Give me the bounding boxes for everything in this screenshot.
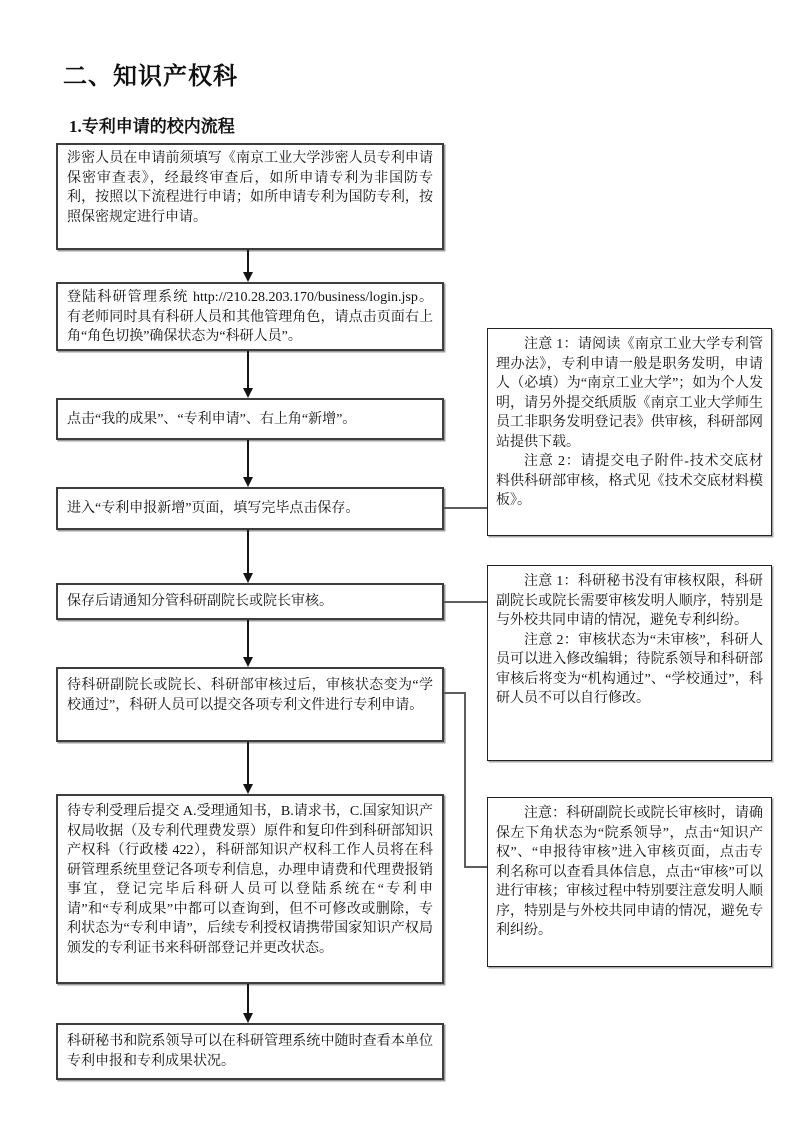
connector-step6-note3-seg2 bbox=[464, 692, 466, 868]
connector-step6-note3-seg1 bbox=[444, 692, 466, 694]
flow-step-notify-dean: 保存后请通知分管科研副院长或院长审核。 bbox=[56, 583, 444, 620]
connector-step5-note2 bbox=[444, 601, 487, 603]
note-paragraph: 注意 1：科研秘书没有审核权限，科研副院长或院长需要审核发明人顺序，特别是与外校共同申请的情况，避免专利纠纷。 bbox=[496, 574, 763, 628]
note-paragraph: 注意：科研副院长或院长审核时，请确保左下角状态为“院系领导”，点击“知识产权”、“申报待审核”进入审核页面，点击专利名称可以查看具体信息，点击“审核”可以进行审核；审核过程中特别要注意发明人顺序，特别是与外校共同申请的情况，避免专利纠纷。 bbox=[496, 806, 763, 938]
flow-arrow-7 bbox=[242, 984, 254, 1023]
flow-step-confidential-review: 涉密人员在申请前须填写《南京工业大学涉密人员专利申请保密审查表》，经最终审查后，如所申请专利为非国防专利，按照以下流程进行申请；如所申请专利为国防专利，按照保密规定进行申请。 bbox=[56, 143, 444, 250]
flow-arrow-5 bbox=[242, 620, 254, 667]
flow-step-submit-documents: 待专利受理后提交 A.受理通知书，B.请求书，C.国家知识产权局收据（及专利代理费发票）原件和复印件到科研部知识产权科（行政楼 422），科研部知识产权科工作人员将在科研管理系统里登记各项专利信息，办理申请费和代理费报销事宜，登记完毕后科研人员可以登陆系统在“专利申请”和“专利成果”中都可以查询到，但不可修改或删除，专利状态为“专利申请”，后续专利授权请携带国家知识产权局颁发的专利证书来科研部登记并更改状态。 bbox=[56, 794, 444, 984]
flow-arrow-4 bbox=[242, 530, 254, 583]
subsection-title: 1.专利申请的校内流程 bbox=[69, 117, 235, 136]
flow-step-fill-save: 进入“专利申报新增”页面，填写完毕点击保存。 bbox=[56, 487, 444, 530]
note-box-review-rights bbox=[487, 565, 772, 761]
flow-step-login-system: 登陆科研管理系统 http://210.28.203.170/business/login.jsp。有老师同时具有科研人员和其他管理角色，请点击页面右上角“角色切换”确保状态为“科研人员”。 bbox=[56, 282, 444, 351]
section-title: 二、知识产权科 bbox=[63, 64, 238, 90]
connector-step6-note3-seg3 bbox=[464, 866, 487, 868]
note-box-application bbox=[487, 328, 772, 536]
flow-arrow-2 bbox=[242, 351, 254, 398]
flow-arrow-1 bbox=[242, 250, 254, 282]
note-paragraph: 注意 1：请阅读《南京工业大学专利管理办法》，专利申请一般是职务发明，申请人（必填）为“南京工业大学”；如为个人发明，请另外提交纸质版《南京工业大学师生员工非职务发明登记表》供审核，科研部网站提供下载。 bbox=[496, 337, 763, 450]
connector-step4-note1 bbox=[444, 507, 487, 509]
note-paragraph: 注意 2：审核状态为“未审核”，科研人员可以进入修改编辑；待院系领导和科研部审核后将变为“机构通过”、“学校通过”，科研人员不可以自行修改。 bbox=[496, 632, 763, 706]
flow-step-school-approved: 待科研副院长或院长、科研部审核过后，审核状态变为“学校通过”，科研人员可以提交各项专利文件进行专利申请。 bbox=[56, 667, 444, 742]
note-paragraph: 注意 2：请提交电子附件-技术交底材料供科研部审核，格式见《技术交底材料模板》。 bbox=[496, 454, 763, 508]
flow-step-click-new: 点击“我的成果”、“专利申请”、右上角“新增”。 bbox=[56, 398, 444, 440]
note-box-dean-review bbox=[487, 797, 772, 967]
flow-arrow-6 bbox=[242, 742, 254, 794]
flow-arrow-3 bbox=[242, 440, 254, 487]
flow-step-view-status: 科研秘书和院系领导可以在科研管理系统中随时查看本单位专利申报和专利成果状况。 bbox=[56, 1023, 444, 1080]
